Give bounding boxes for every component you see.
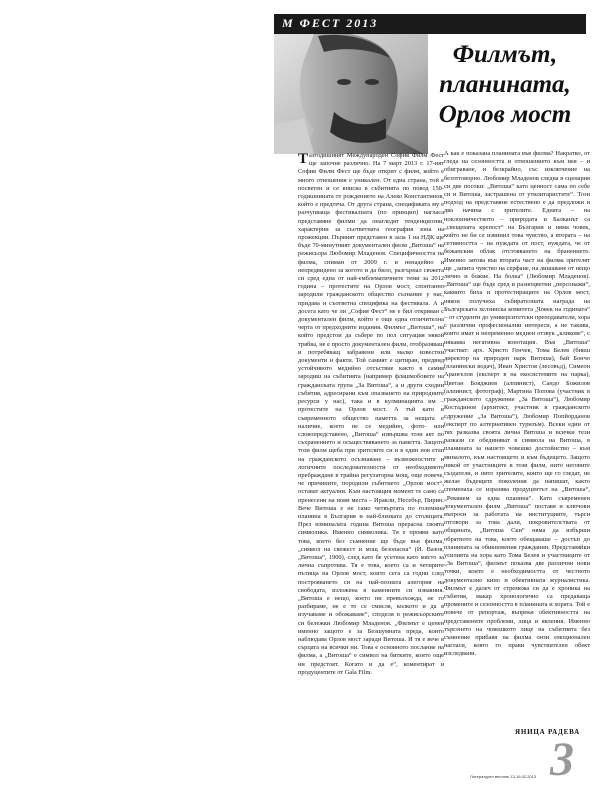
article-text-right: А как е показана планината във филма? Накратко, от гледа на сезонността и отношението към нея – и обиграване, и безкрайно, със изключение на безотговорно. Любомир Младенов следва в сценария си две посоки: „Витоша“ като ценност сама по себе си и Витоша, застрашена от утилитаристите“. Този подход на представяне естествено е да предложи и два начина с зрителите. Едната – на поклонничеството – природата и Балканът са „свещената крепост“ на България и няма човек, който не би се извинил това чувство, а втората – на сетивността – на нуждата от пост, нуждата, че от бежанския облак отстояването на бранението. Именно затова във втората част на филма зрителят ще „запита чувство на серфане, на лишаване от нещо лично и божие. На болка“ (Любомир Младенов). „Витоша“ ще бъде сред и разноцветни „персонажи“, каквито биха и протестиращите на Орлов мост, някои получиха събирателната награда на Българската хелзинска комитета „Човек на годината“ – от студенти до университетски преподаватели, хора с различни професионални интереси, а не такива, които имат и непременно медиен отзвук „кликове“, с някаква негативна конотация. Във „Витоша“ участват: арх. Христо Генчев, Тома Белев (бивш директор на природен парк Витоша), бай Бончо (планински водач), Иван Христов (лесовъд), Симеон Арангелов (експерт в на екосистемите на парка), Цветан Бояджиев (алпинист), Сандо Божилов (алпинист, фотограф), Мартина Попова (участник в гражданското сдружение „За Витоша“), Любомир Костадинов (архитект, участник в гражданското сдружение „За Витоша“), Любомир Попйорданов (експерт по алтернативен туризъм). Всеки един от тях разказва своята лична Витоша и всички тези разкази се обединяват в символа на Витоша, в планината за нашето човешко достойнство – към миналото, към настоящето и към бъдещето. Защото никой от участниците в този филм, нито неговите създатели, и нито зрителите, които ще го гледат, не желае бъдещите поколения да напишат, както споменаха се изразява продуцентът на „Витоша“, „Реквием за една планина“. Като съвременен документален филм „Витоша“ поставя и ключови въпроси за работата на институциите, търси отговори за това дали, покровителствата от общината, „Витоша Ски“ няма да избърши обратното на това, което обещаваше – достъп до планината за обикновения гражданин. Представяйки усилията на хора като Тома Белев и участниците от „За Витоша“, филмът показва две различни нови точки, които е необходимостта от честното документално кино и обективната журналистика. Филмът е далеч от стремежа си да е хроника на събития, макар хронологично са предаваща промените и сезонността в планината и хората. Той е повече от репортаж, въпреки обективността на представените проблеми, лица и явления. Именно търсенето на човешкото лице на събитията без съмнение прибавя на филма онзи емоционален нагласи, която го прави чувствителен обект изследвани. [444, 150, 590, 658]
title-line-3: Орлов мост [438, 101, 572, 128]
drop-cap: Т [298, 152, 309, 167]
title-line-1: Филмът, [452, 41, 558, 68]
footer-source: Литературен вестник 13-19.02.2013 [470, 774, 537, 779]
portrait-photo-art [274, 34, 428, 154]
article-title [424, 40, 586, 130]
article-column-left [298, 152, 444, 784]
author-byline: ЯНИЦА РАДЕВА [515, 728, 580, 736]
page-number: 3 [550, 733, 574, 786]
title-line-2: планината, [439, 71, 571, 98]
portrait-photo [274, 34, 428, 154]
article-column-right [444, 150, 590, 730]
article-text-left: азгодишният Международен София Филм Фест ще започне различно. На 7 март 2013 г. 17-ият София Филм Фест ще бъде открит с филм, който е много отношения е уникален. От една страна, той е посветен и се вписва в събитията по повод 150-годишнината от рождението на Алеко Константинов, който е предтеча. От друга страна, спецификата му е разчупваща фестивалната (по принцип) нагласа представяне филми да онагледят тенденциозни, характерни за съответната география зона на прожекции. Първият представен в зала 1 на НДК ще бъде 70-минутният документален филм „Витоша“ на режисьора Любомир Младенов. Специфичността на филма, сниман от 2009 г. и ненадейно и непредвидено за когото и да било, разгърнал сюжета си сред една от най-емблематичните теми за 2012 година – протестите на Орлов мост, спонтанно зародили гражданското общество съзнание у нас, придава и съответна специфика на фестивала. А и досега като че ли „София Фест“ не е бил откриван с документален филм, който е още една отличителна черта от предходните издания. Филмът „Витоша“, на който предстои да събере по пол ситуация някой трябва, не е просто документален филм, отобразяващ и потребяващ забравени или малко известни документи и факти. Той самият е цитиран, предвид устойчивото медийно отсъствие както в самия зародиш на събитията (например флашмобовете на гражданската група „За Витоша“, а и други сходни събития, адресирани към опазването на природните ресурси у нас), така и в кулминацията им – протестите на Орлов мост. А тъй като в съвременното общество паметта за нещата е наличие, което не се медийно, фото- или словопредставено, „Витоша“ извършва този акт по съхранението и осъществяването за паметта. Защото този филм щеба при зрителите си и в един нов етап на гражданското осъзнаване – възможностите и логичните последователности от необходимото пребраждане в трайна регулаторна мощ, още повече, че причините, породили събитието „Орлов мост“, остават актуални. Към настоящия момент те само са пренесени на нови места – Иракли, Несебър, Пирин. Вече Витоша е не само четвъртата по големина планина в България и най-близката до столицата. През изминалата година Витоша прерасна своята символика. Именно символика. Тя е прояви като това, което без съмнение ще бъде във филма, „символ на свежест и мощ безопасна“ (И. Вазов, „Витоша“, 1900), след като бе усетена като място за лична съпротива. Тя е това, което са и четирите пътища на Орлов мост, които сега са годни след построяването си на най-позната алегория на свободата, изложена в каменните си изваяния. „Витоша е нещо, което ни превъзхожда, не го разбираме, не е то се смисля, колкото и да я изучаваме и обожаваме“, споделя в режисьорските си бележки Любомир Младенов. „Филмът е ценен именно защото е за Безшумната преда, които наблюдава Орлов мост заради Витоша. И тя е вече в сърцата на всички ни. Това е основното послание на филма, а „Витоша“ е символ на битките, които още ни предстоят. Когато и да е“, коментират и продуцентите от Gala Film. [298, 152, 444, 676]
article-paragraph-left [298, 152, 444, 677]
section-label: М ФЕСТ 2013 [282, 16, 379, 30]
